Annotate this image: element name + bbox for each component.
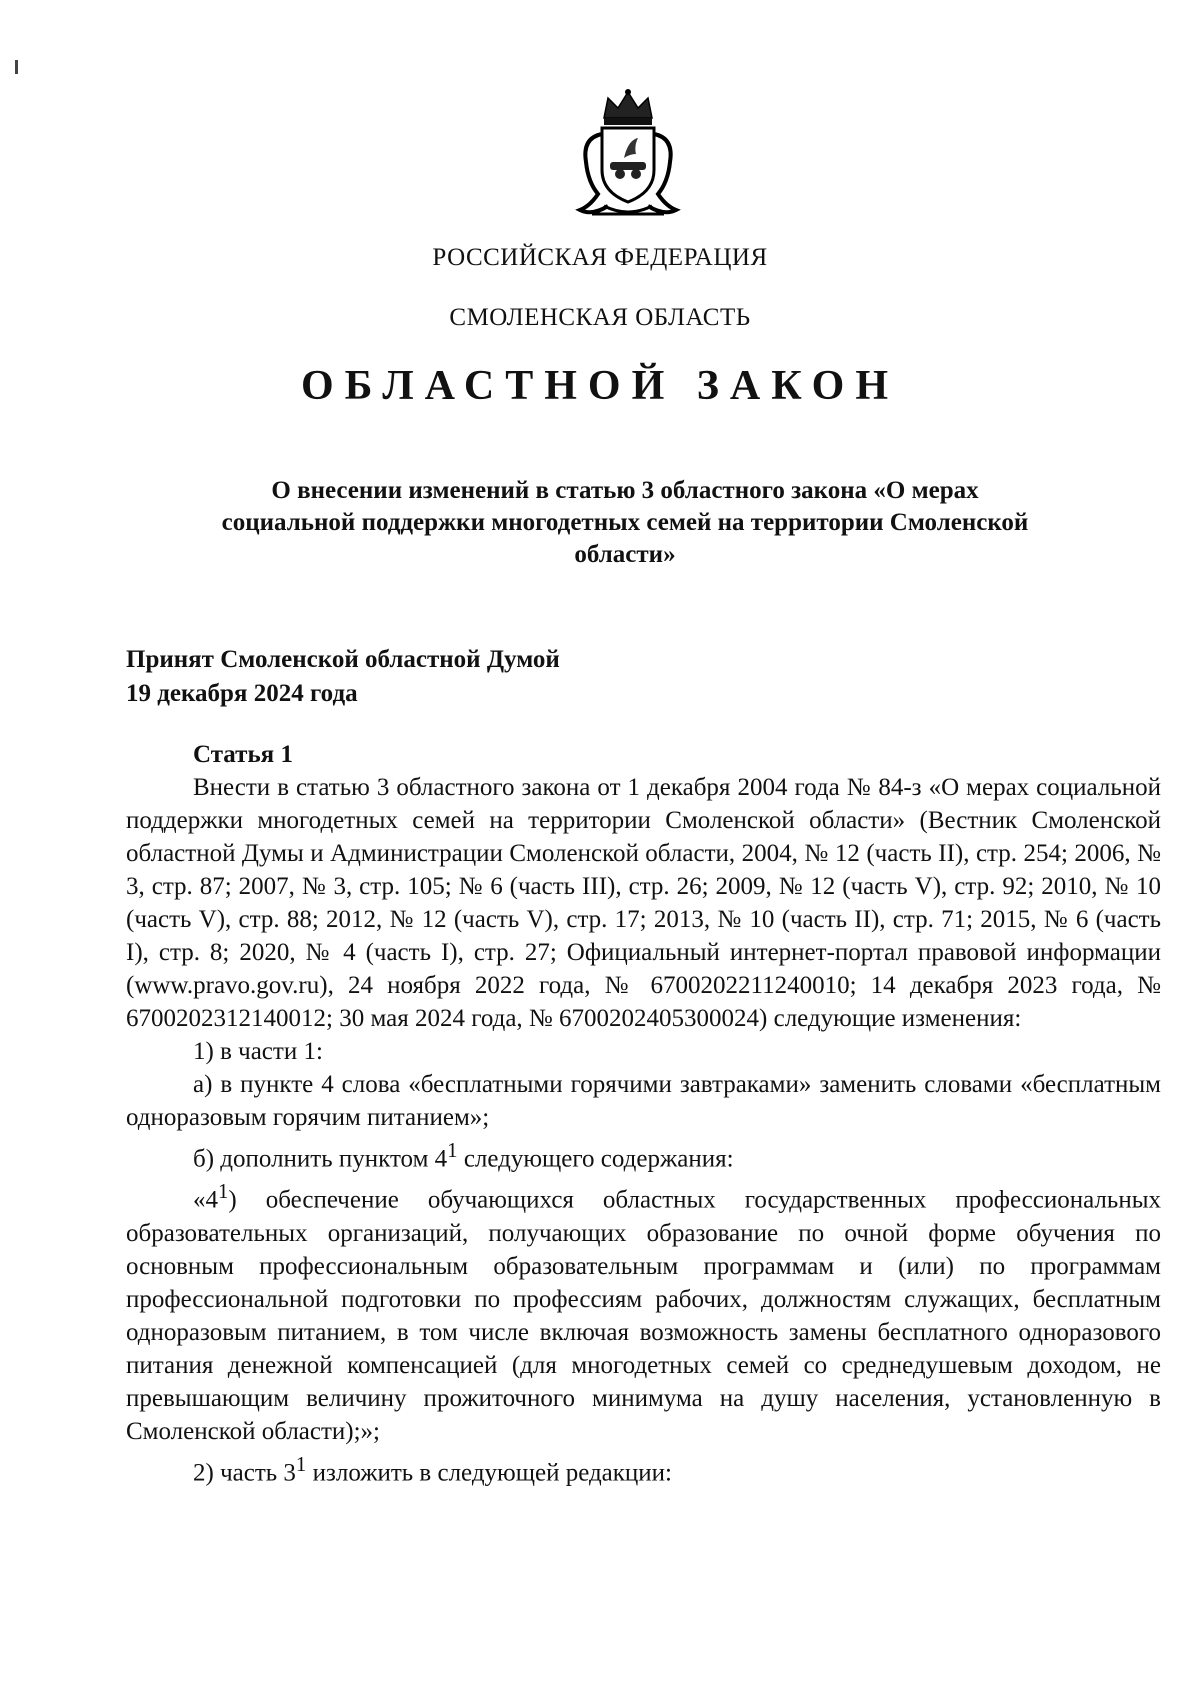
item-1b-sup: 1 [447, 1138, 458, 1162]
doc-type-title: ОБЛАСТНОЙ ЗАКОН [300, 363, 900, 409]
item-1: 1) в части 1: [193, 1038, 323, 1065]
law-subject [160, 475, 1090, 571]
article-intro: Внести в статью 3 областного закона от 1 декабря 2004 года № 84-з «О мерах социальной поддержки многодетных семей на территории Смоленской области» (Вестник Смоленской областной Думы и Администрации Смоленской области, 2004, № 12 (часть II), стр. 254; 2006, № 3, стр. 87; 2007, № 3, стр. 105; № 6 (часть III), стр. 26; 2009, № 12 (часть V), стр. 92; 2010, № 10 (часть V), стр. 88; 2012, № 12 (часть V), стр. 17; 2013, № 10 (часть II), стр. 71; 2015, № 6 (часть I), стр. 8; 2020, № 4 (часть I), стр. 27; Официальный интернет-портал правовой информации (www.pravo.gov.ru), 24 ноября 2022 года, № 6700202211240010; 14 декабря 2023 года, № 6700202312140012; 30 мая 2024 года, № 6700202405300024) следующие изменения: [126, 774, 1161, 1032]
adopted-date: 19 декабря 2024 года [126, 680, 358, 707]
subject-line-3: области» [574, 541, 676, 568]
quoted-point-text: ) обеспечение обучающихся областных государственных профессиональных образовательных организаций, получающих образование по очной форме обучения по основным профессиональным образовательным программам и (или) по программам профессиональной подготовки по профессиям рабочих, должностям служащих, бесплатным одноразовым питанием, в том числе включая возможность замены бесплатного одноразового питания денежной компенсацией (для многодетных семей со среднедушевым доходом, не превышающим величину прожиточного минимума на душу населения, установленную в Смоленской области);»; [126, 1186, 1161, 1445]
subject-line-2: социальной поддержки многодетных семей на территории Смоленской [221, 509, 1029, 536]
item-1b-text: б) дополнить пунктом 4 [193, 1145, 448, 1173]
article-body [126, 738, 1161, 1489]
quoted-point-start: «4 [193, 1186, 218, 1214]
country-title: РОССИЙСКАЯ ФЕДЕРАЦИЯ [432, 244, 768, 271]
coat-of-arms-icon [568, 88, 688, 220]
item-2-text: 2) часть 3 [193, 1458, 296, 1486]
adoption-block [126, 643, 560, 711]
item-1b [126, 1134, 1161, 1175]
adopted-by: Принят Смоленской областной Думой [126, 646, 560, 673]
item-1a: а) в пункте 4 слова «бесплатными горячими завтраками» заменить словами «бесплатным одноразовым горячим питанием»; [126, 1071, 1161, 1131]
item-2-sup: 1 [295, 1451, 307, 1476]
item-2 [126, 1448, 1161, 1489]
item-2-text-end: изложить в следующей редакции: [306, 1458, 673, 1486]
region-title: СМОЛЕНСКАЯ ОБЛАСТЬ [449, 304, 751, 331]
item-1b-text-end: следующего содержания: [457, 1145, 734, 1173]
scan-mark [15, 60, 18, 74]
article-title: Статья 1 [193, 741, 293, 768]
quoted-point-sup: 1 [218, 1179, 229, 1204]
quoted-point [126, 1175, 1161, 1447]
subject-line-1: О внесении изменений в статью 3 областного закона «О мерах [271, 477, 979, 504]
